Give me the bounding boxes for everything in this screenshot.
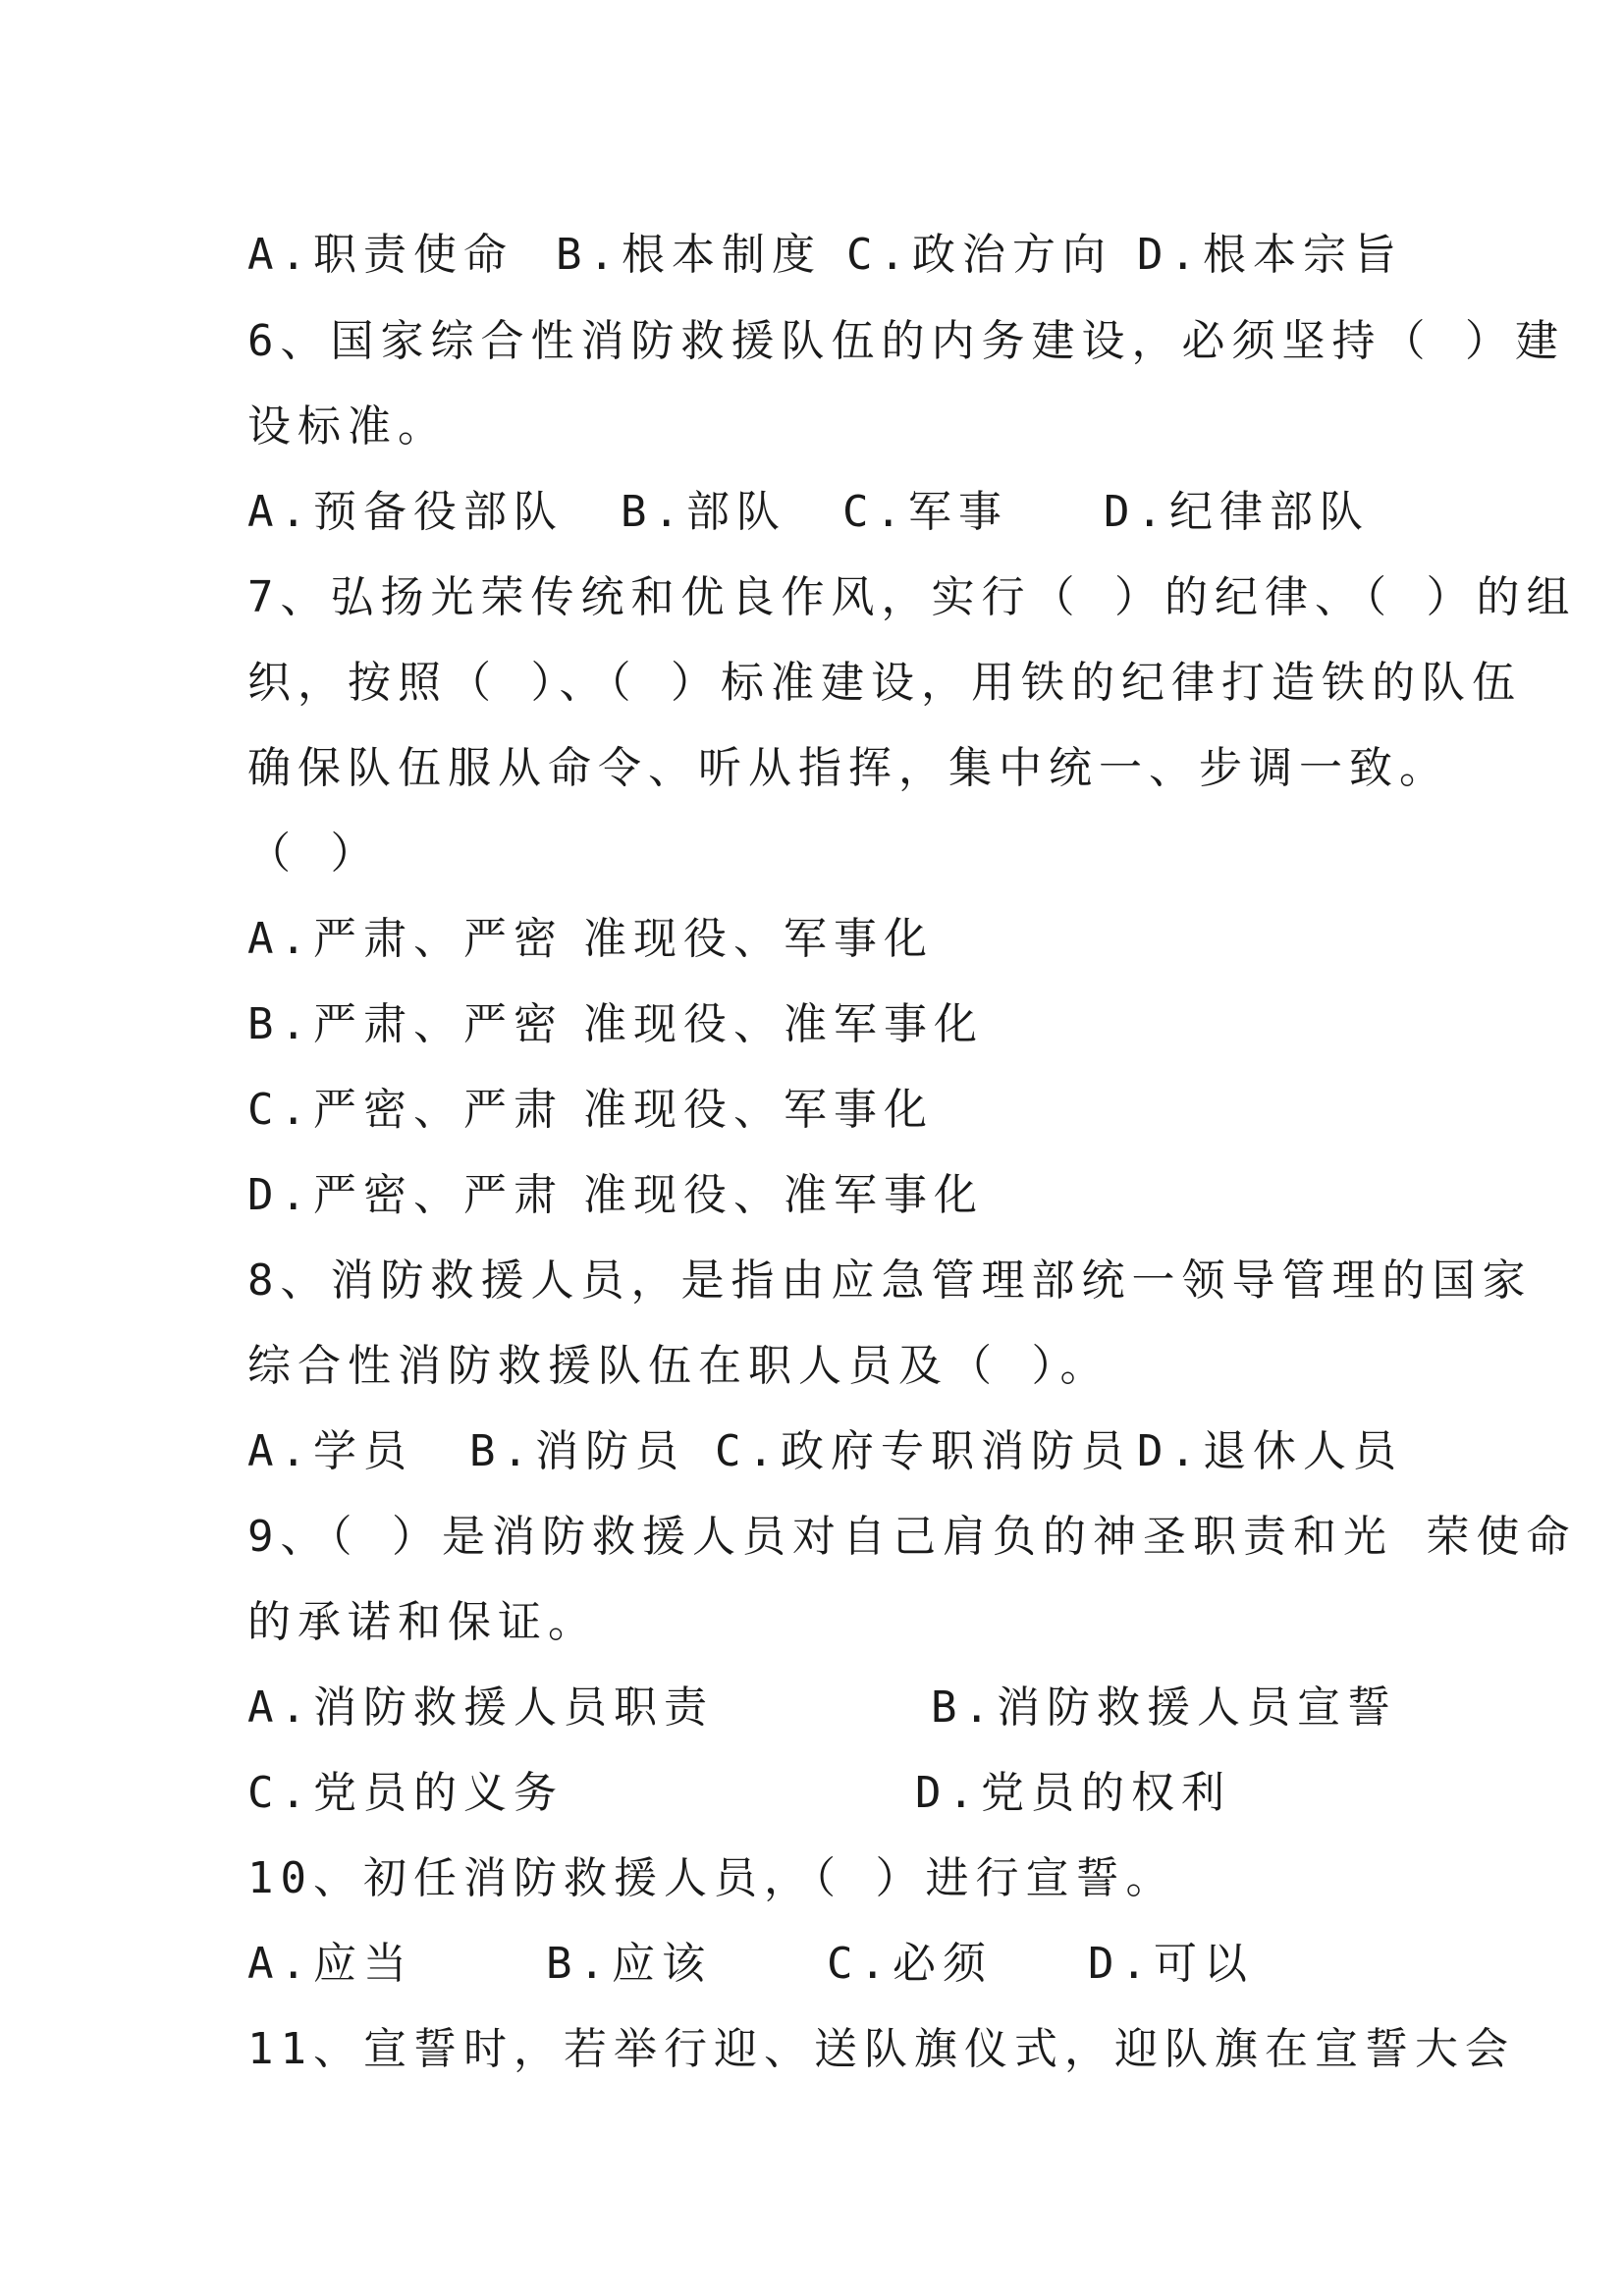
q10-option-b: B.应该 (546, 1939, 712, 1989)
q9-options-row-1 (0, 1674, 1624, 1742)
q8-options (0, 1417, 1624, 1486)
q5-option-d: D.根本宗旨 (1137, 230, 1403, 280)
q9-text-line-1: 9、（ ）是消防救援人员对自己肩负的神圣职责和光 荣使命 (247, 1512, 1577, 1562)
q10-option-d: D.可以 (1088, 1939, 1254, 1989)
q7-option-a-row (0, 905, 1624, 974)
q8-option-b: B.消防员 (469, 1426, 685, 1476)
q5-options (0, 221, 1624, 290)
q8-option-a: A.学员 (247, 1426, 413, 1476)
q7-option-b-detail: 准现役、准军事化 (583, 999, 984, 1049)
q7-option-c-row (0, 1076, 1624, 1145)
q7-text-line-2: 织，按照（ ）、（ ）标准建设，用铁的纪律打造铁的队伍 (247, 658, 1522, 708)
q7-option-b: B.严肃、严密 (247, 999, 564, 1049)
q10-option-c: C.必须 (827, 1939, 993, 1989)
q9-option-c: C.党员的义务 (247, 1768, 564, 1818)
q8-text-line-1: 8、消防救援人员，是指由应急管理部统一领导管理的国家 (247, 1255, 1533, 1306)
q10-text-line-1: 10、初任消防救援人员，（ ）进行宣誓。 (247, 1853, 1176, 1903)
q5-option-c: C.政治方向 (846, 230, 1112, 280)
q10-options (0, 1930, 1624, 1999)
q7-option-a: A.严肃、严密 (247, 914, 564, 964)
q7-option-c-detail: 准现役、军事化 (583, 1085, 934, 1135)
q9-option-d: D.党员的权利 (915, 1768, 1231, 1818)
q8-option-d: D.退休人员 (1137, 1426, 1403, 1476)
q7-option-a-detail: 准现役、军事化 (583, 914, 934, 964)
q7-option-d: D.严密、严肃 (247, 1170, 564, 1220)
q9-option-a: A.消防救援人员职责 (247, 1682, 714, 1733)
q7-option-d-row (0, 1161, 1624, 1230)
q6-text-line-2: 设标准。 (247, 401, 448, 452)
q6-option-b: B.部队 (621, 487, 786, 537)
q6-option-c: C.军事 (842, 487, 1008, 537)
q8-text-line-2: 综合性消防救援队伍在职人员及（ ）。 (247, 1341, 1110, 1391)
q5-option-b: B.根本制度 (556, 230, 822, 280)
q7-text-line-1: 7、弘扬光荣传统和优良作风，实行（ ）的纪律、（ ）的组 (247, 572, 1577, 622)
q9-text-line-2: 的承诺和保证。 (247, 1597, 598, 1647)
q7-text-line-4: （ ） (247, 828, 381, 879)
q8-option-c: C.政府专职消防员 (715, 1426, 1131, 1476)
q11-text-line-1: 11、宣誓时，若举行迎、送队旗仪式，迎队旗在宣誓大会 (247, 2024, 1515, 2074)
q6-options (0, 478, 1624, 547)
q10-option-a: A.应当 (247, 1939, 413, 1989)
q9-options-row-2 (0, 1759, 1624, 1828)
q6-option-d: D.纪律部队 (1104, 487, 1370, 537)
q7-option-d-detail: 准现役、准军事化 (583, 1170, 984, 1220)
q5-option-a: A.职责使命 (247, 230, 514, 280)
q7-text-line-3: 确保队伍服从命令、听从指挥，集中统一、步调一致。 (247, 743, 1449, 793)
q7-option-c: C.严密、严肃 (247, 1085, 564, 1135)
q6-text-line-1: 6、国家综合性消防救援队伍的内务建设，必须坚持（ ）建 (247, 316, 1565, 366)
q9-option-b: B.消防救援人员宣誓 (931, 1682, 1397, 1733)
q6-option-a: A.预备役部队 (247, 487, 564, 537)
q7-option-b-row (0, 990, 1624, 1059)
